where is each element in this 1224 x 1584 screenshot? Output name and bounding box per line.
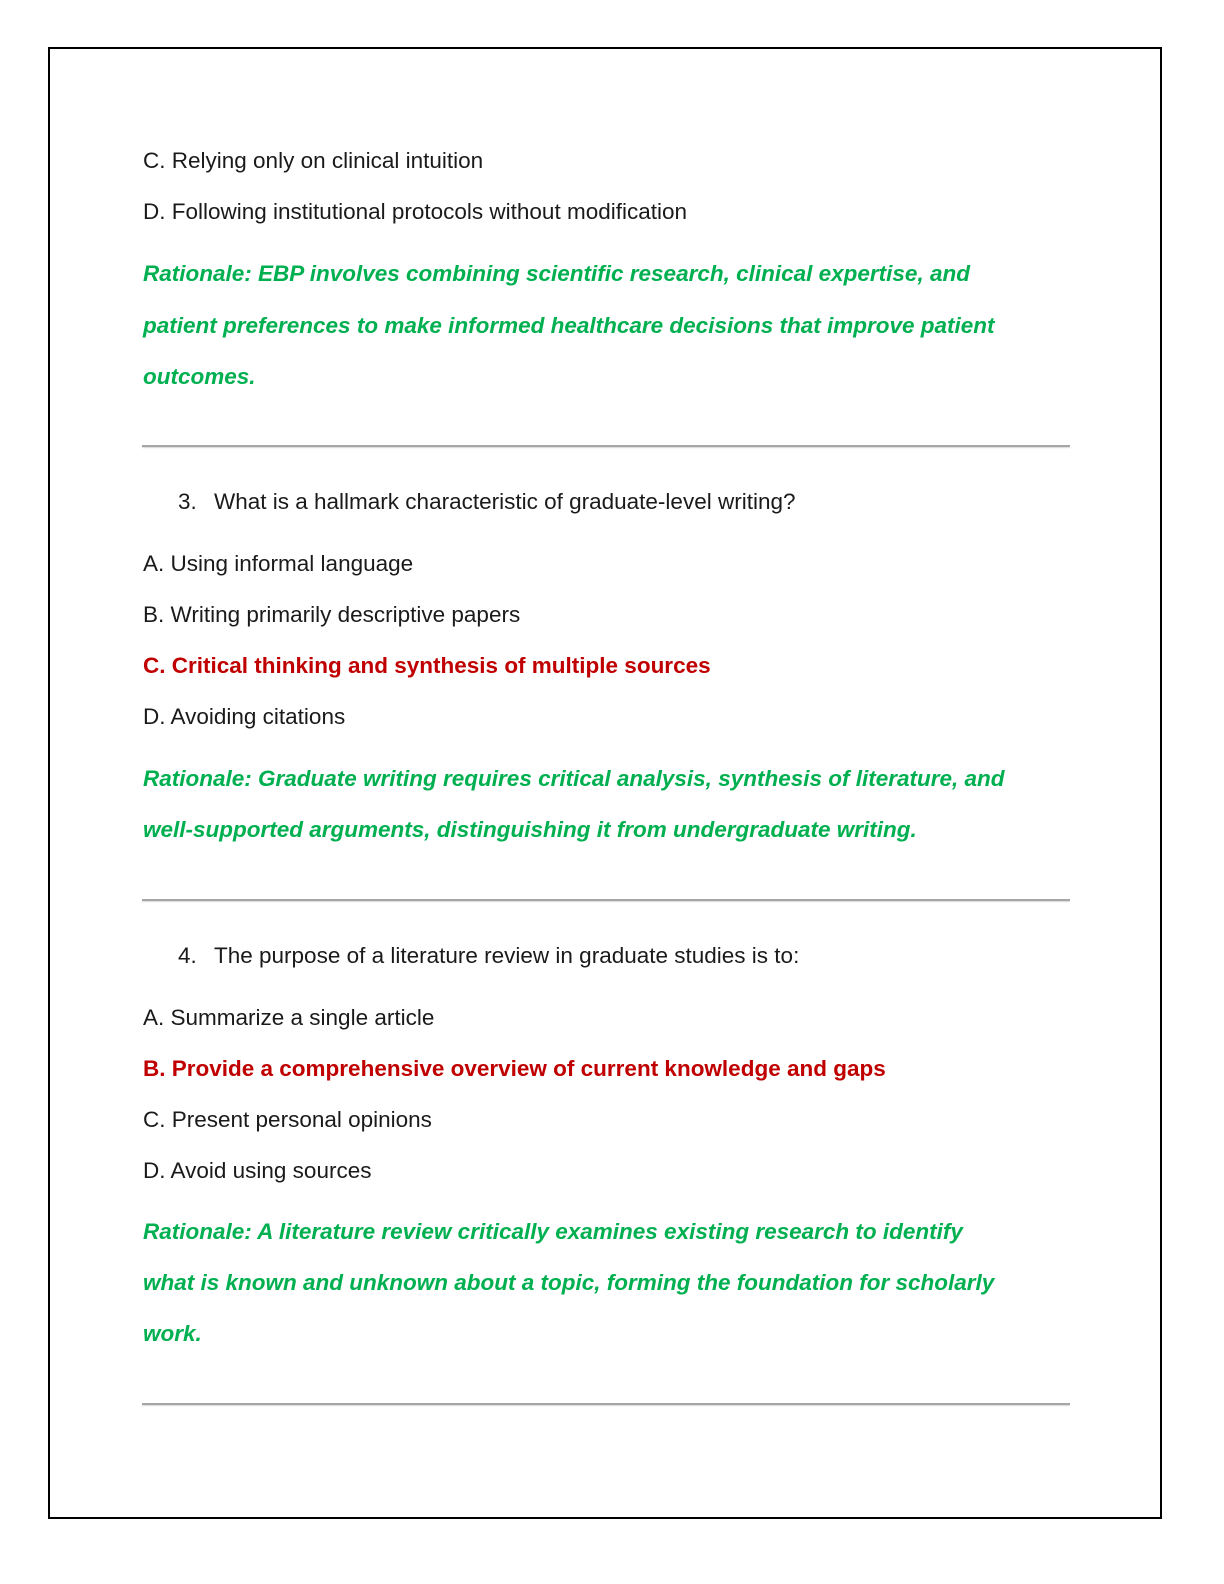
divider	[142, 1403, 1070, 1405]
q2-rationale-line-3: outcomes.	[143, 364, 256, 389]
q3-option-d: D. Avoiding citations	[143, 704, 346, 729]
q3-number: 3.	[178, 489, 197, 514]
q4-rationale-line-1: Rationale: A literature review critically examines existing research to identify	[143, 1219, 963, 1244]
q4-rationale-line-3: work.	[143, 1321, 202, 1346]
q2-rationale-line-2: patient preferences to make informed healthcare decisions that improve patient	[143, 313, 995, 338]
q2-option-c: C. Relying only on clinical intuition	[143, 148, 484, 173]
q4-rationale-line-2: what is known and unknown about a topic, forming the foundation for scholarly	[143, 1270, 995, 1295]
q3-question	[178, 487, 795, 517]
q4-option-b-correct: B. Provide a comprehensive overview of current knowledge and gaps	[143, 1056, 886, 1081]
q3-option-c-correct: C. Critical thinking and synthesis of multiple sources	[143, 653, 711, 678]
q3-text: What is a hallmark characteristic of graduate-level writing?	[214, 489, 796, 514]
q3-rationale-line-2: well-supported arguments, distinguishing it from undergraduate writing.	[143, 817, 917, 842]
q2-rationale-line-1: Rationale: EBP involves combining scientific research, clinical expertise, and	[143, 261, 970, 286]
divider	[142, 899, 1070, 901]
q3-option-b: B. Writing primarily descriptive papers	[143, 602, 521, 627]
q4-option-c: C. Present personal opinions	[143, 1107, 432, 1132]
divider	[142, 445, 1070, 447]
q4-text: The purpose of a literature review in graduate studies is to:	[214, 943, 800, 968]
q4-option-d: D. Avoid using sources	[143, 1158, 372, 1183]
q3-option-a: A. Using informal language	[143, 551, 414, 576]
q4-option-a: A. Summarize a single article	[143, 1005, 435, 1030]
q3-rationale-line-1: Rationale: Graduate writing requires critical analysis, synthesis of literature, and	[143, 766, 1005, 791]
q2-option-d: D. Following institutional protocols without modification	[143, 199, 688, 224]
q4-number: 4.	[178, 943, 197, 968]
q4-question	[178, 941, 799, 971]
